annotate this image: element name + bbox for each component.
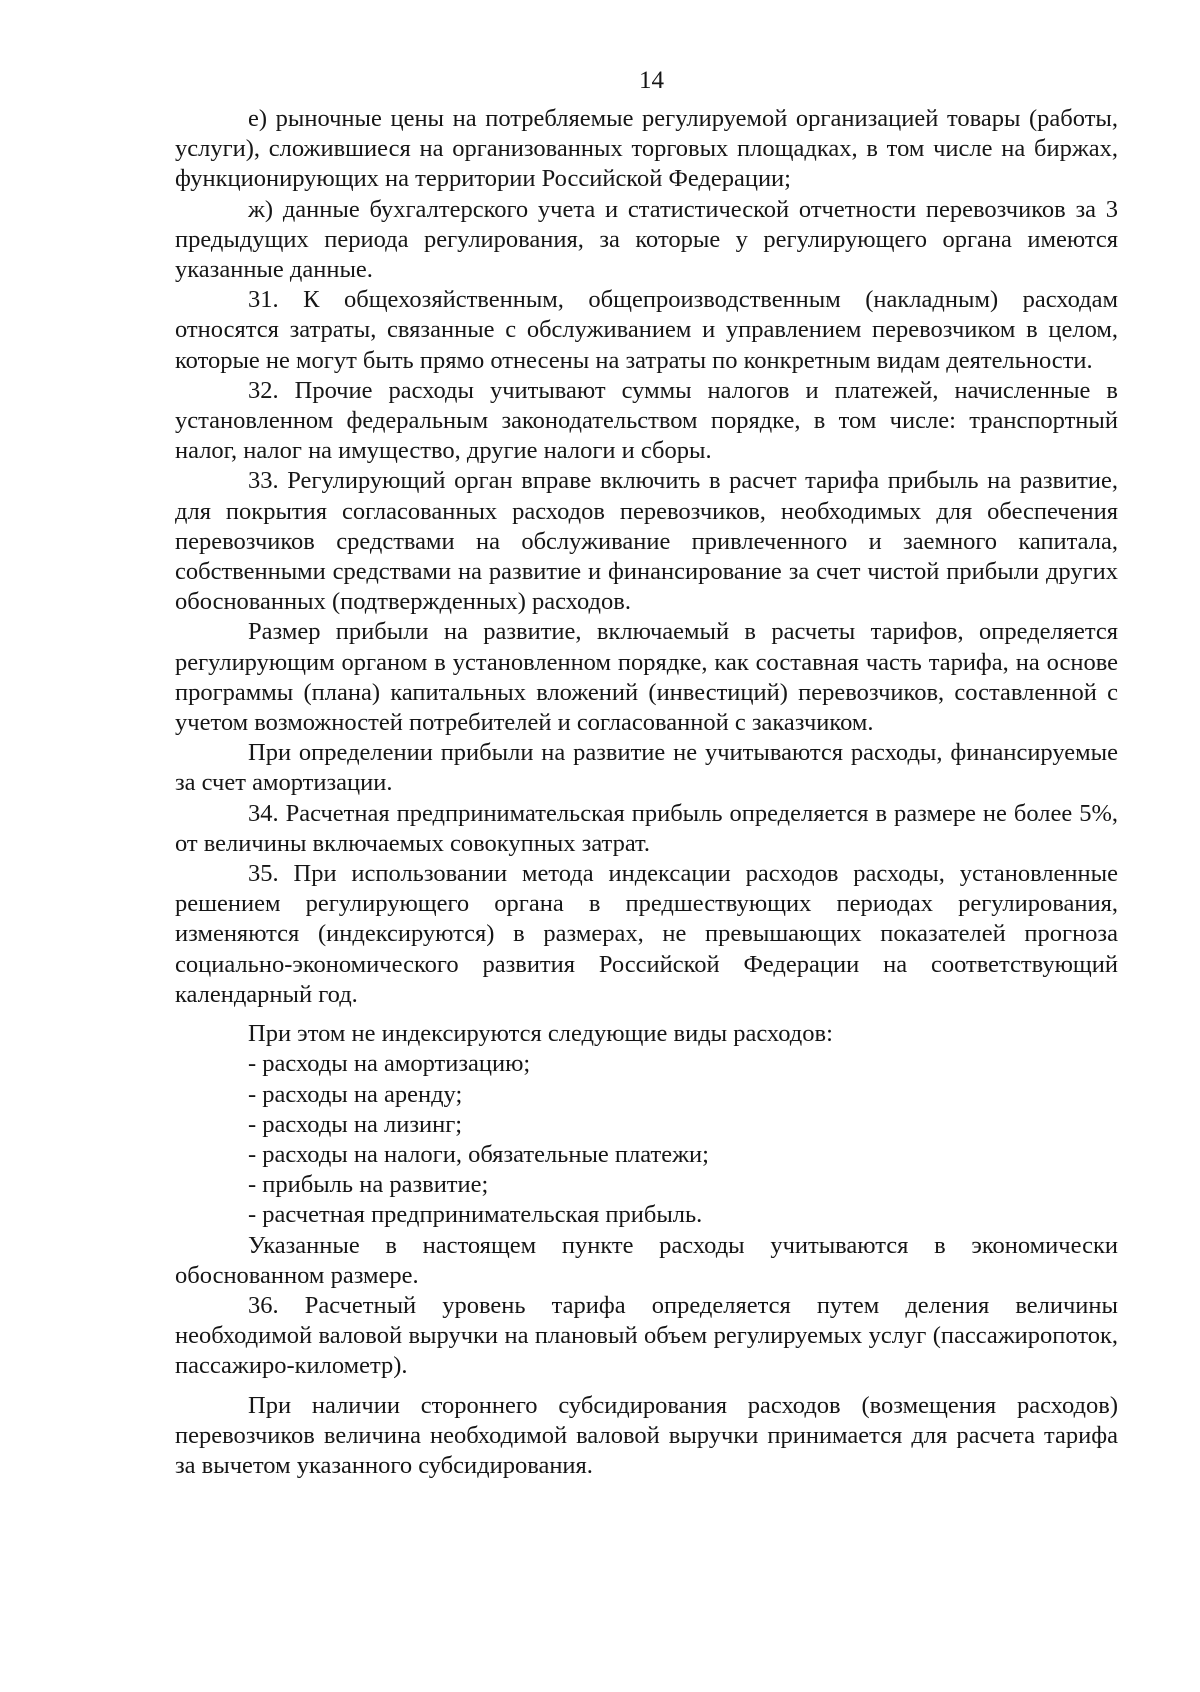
paragraph-31: 31. К общехозяйственным, общепроизводственным (накладным) расходам относятся затраты, связанные с обслуживанием и управлением перевозчиком в целом, которые не могут быть прямо отнесены на затраты по конкретным видам деятельности.: [175, 286, 1118, 374]
list-item: - расходы на налоги, обязательные платежи;: [248, 1140, 709, 1168]
paragraph-34: 34. Расчетная предпринимательская прибыль определяется в размере не более 5%, от величины включаемых совокупных затрат.: [175, 799, 1118, 857]
paragraph-item-e: е) рыночные цены на потребляемые регулируемой организацией товары (работы, услуги), сложившиеся на организованных торговых площадках, в том числе на биржах, функционирующих на территории Российской Федерации;: [175, 105, 1118, 193]
paragraph-33-amortization: При определении прибыли на развитие не учитываются расходы, финансируемые за счет амортизации.: [175, 739, 1118, 797]
paragraph-32: 32. Прочие расходы учитывают суммы налогов и платежей, начисленные в установленном федеральным законодательством порядке, в том числе: транспортный налог, налог на имущество, другие налоги и сборы.: [175, 376, 1118, 465]
list-item: - расходы на аренду;: [248, 1080, 463, 1108]
paragraph-justified-size: Указанные в настоящем пункте расходы учитываются в экономически обоснованном размере.: [175, 1231, 1118, 1289]
paragraph-item-zh: ж) данные бухгалтерского учета и статистической отчетности перевозчиков за 3 предыдущих периода регулирования, за которые у регулирующего органа имеются указанные данные.: [175, 195, 1118, 284]
list-item: - расчетная предпринимательская прибыль.: [248, 1201, 703, 1229]
page-number: 14: [639, 67, 664, 94]
list-item: - расходы на лизинг;: [248, 1110, 463, 1138]
paragraph-36: 36. Расчетный уровень тарифа определяется путем деления величины необходимой валовой выручки на плановый объем регулируемых услуг (пассажиропоток, пассажиро-километр).: [175, 1291, 1118, 1380]
paragraph-33-profit-size: Размер прибыли на развитие, включаемый в расчеты тарифов, определяется регулирующим органом в установленном порядке, как составная часть тарифа, на основе программы (плана) капитальных вложений (инвестиций) перевозчиков, составленной с учетом возможностей потребителей и согласованной с заказчиком.: [175, 618, 1118, 737]
non-indexed-expenses-list: [175, 1049, 1118, 1230]
list-item: - прибыль на развитие;: [248, 1171, 489, 1199]
paragraph-35: 35. При использовании метода индексации расходов расходы, установленные решением регулирующего органа в предшествующих периодах регулирования, изменяются (индексируются) в размерах, не превышающих показателей прогноза социально-экономического развития Российской Федерации на соответствующий календарный год.: [175, 860, 1118, 1008]
list-intro: При этом не индексируются следующие виды расходов:: [248, 1020, 833, 1048]
document-page: [175, 66, 1118, 1481]
paragraph-36-subsidy: При наличии стороннего субсидирования расходов (возмещения расходов) перевозчиков величина необходимой валовой выручки принимается для расчета тарифа за вычетом указанного субсидирования.: [175, 1391, 1118, 1479]
list-item: - расходы на амортизацию;: [248, 1050, 531, 1078]
paragraph-33: 33. Регулирующий орган вправе включить в расчет тарифа прибыль на развитие, для покрытия согласованных расходов перевозчиков, необходимых для обеспечения перевозчиков средствами на обслуживание привлеченного и заемного капитала, собственными средствами на развитие и финансирование за счет чистой прибыли других обоснованных (подтвержденных) расходов.: [175, 467, 1118, 616]
